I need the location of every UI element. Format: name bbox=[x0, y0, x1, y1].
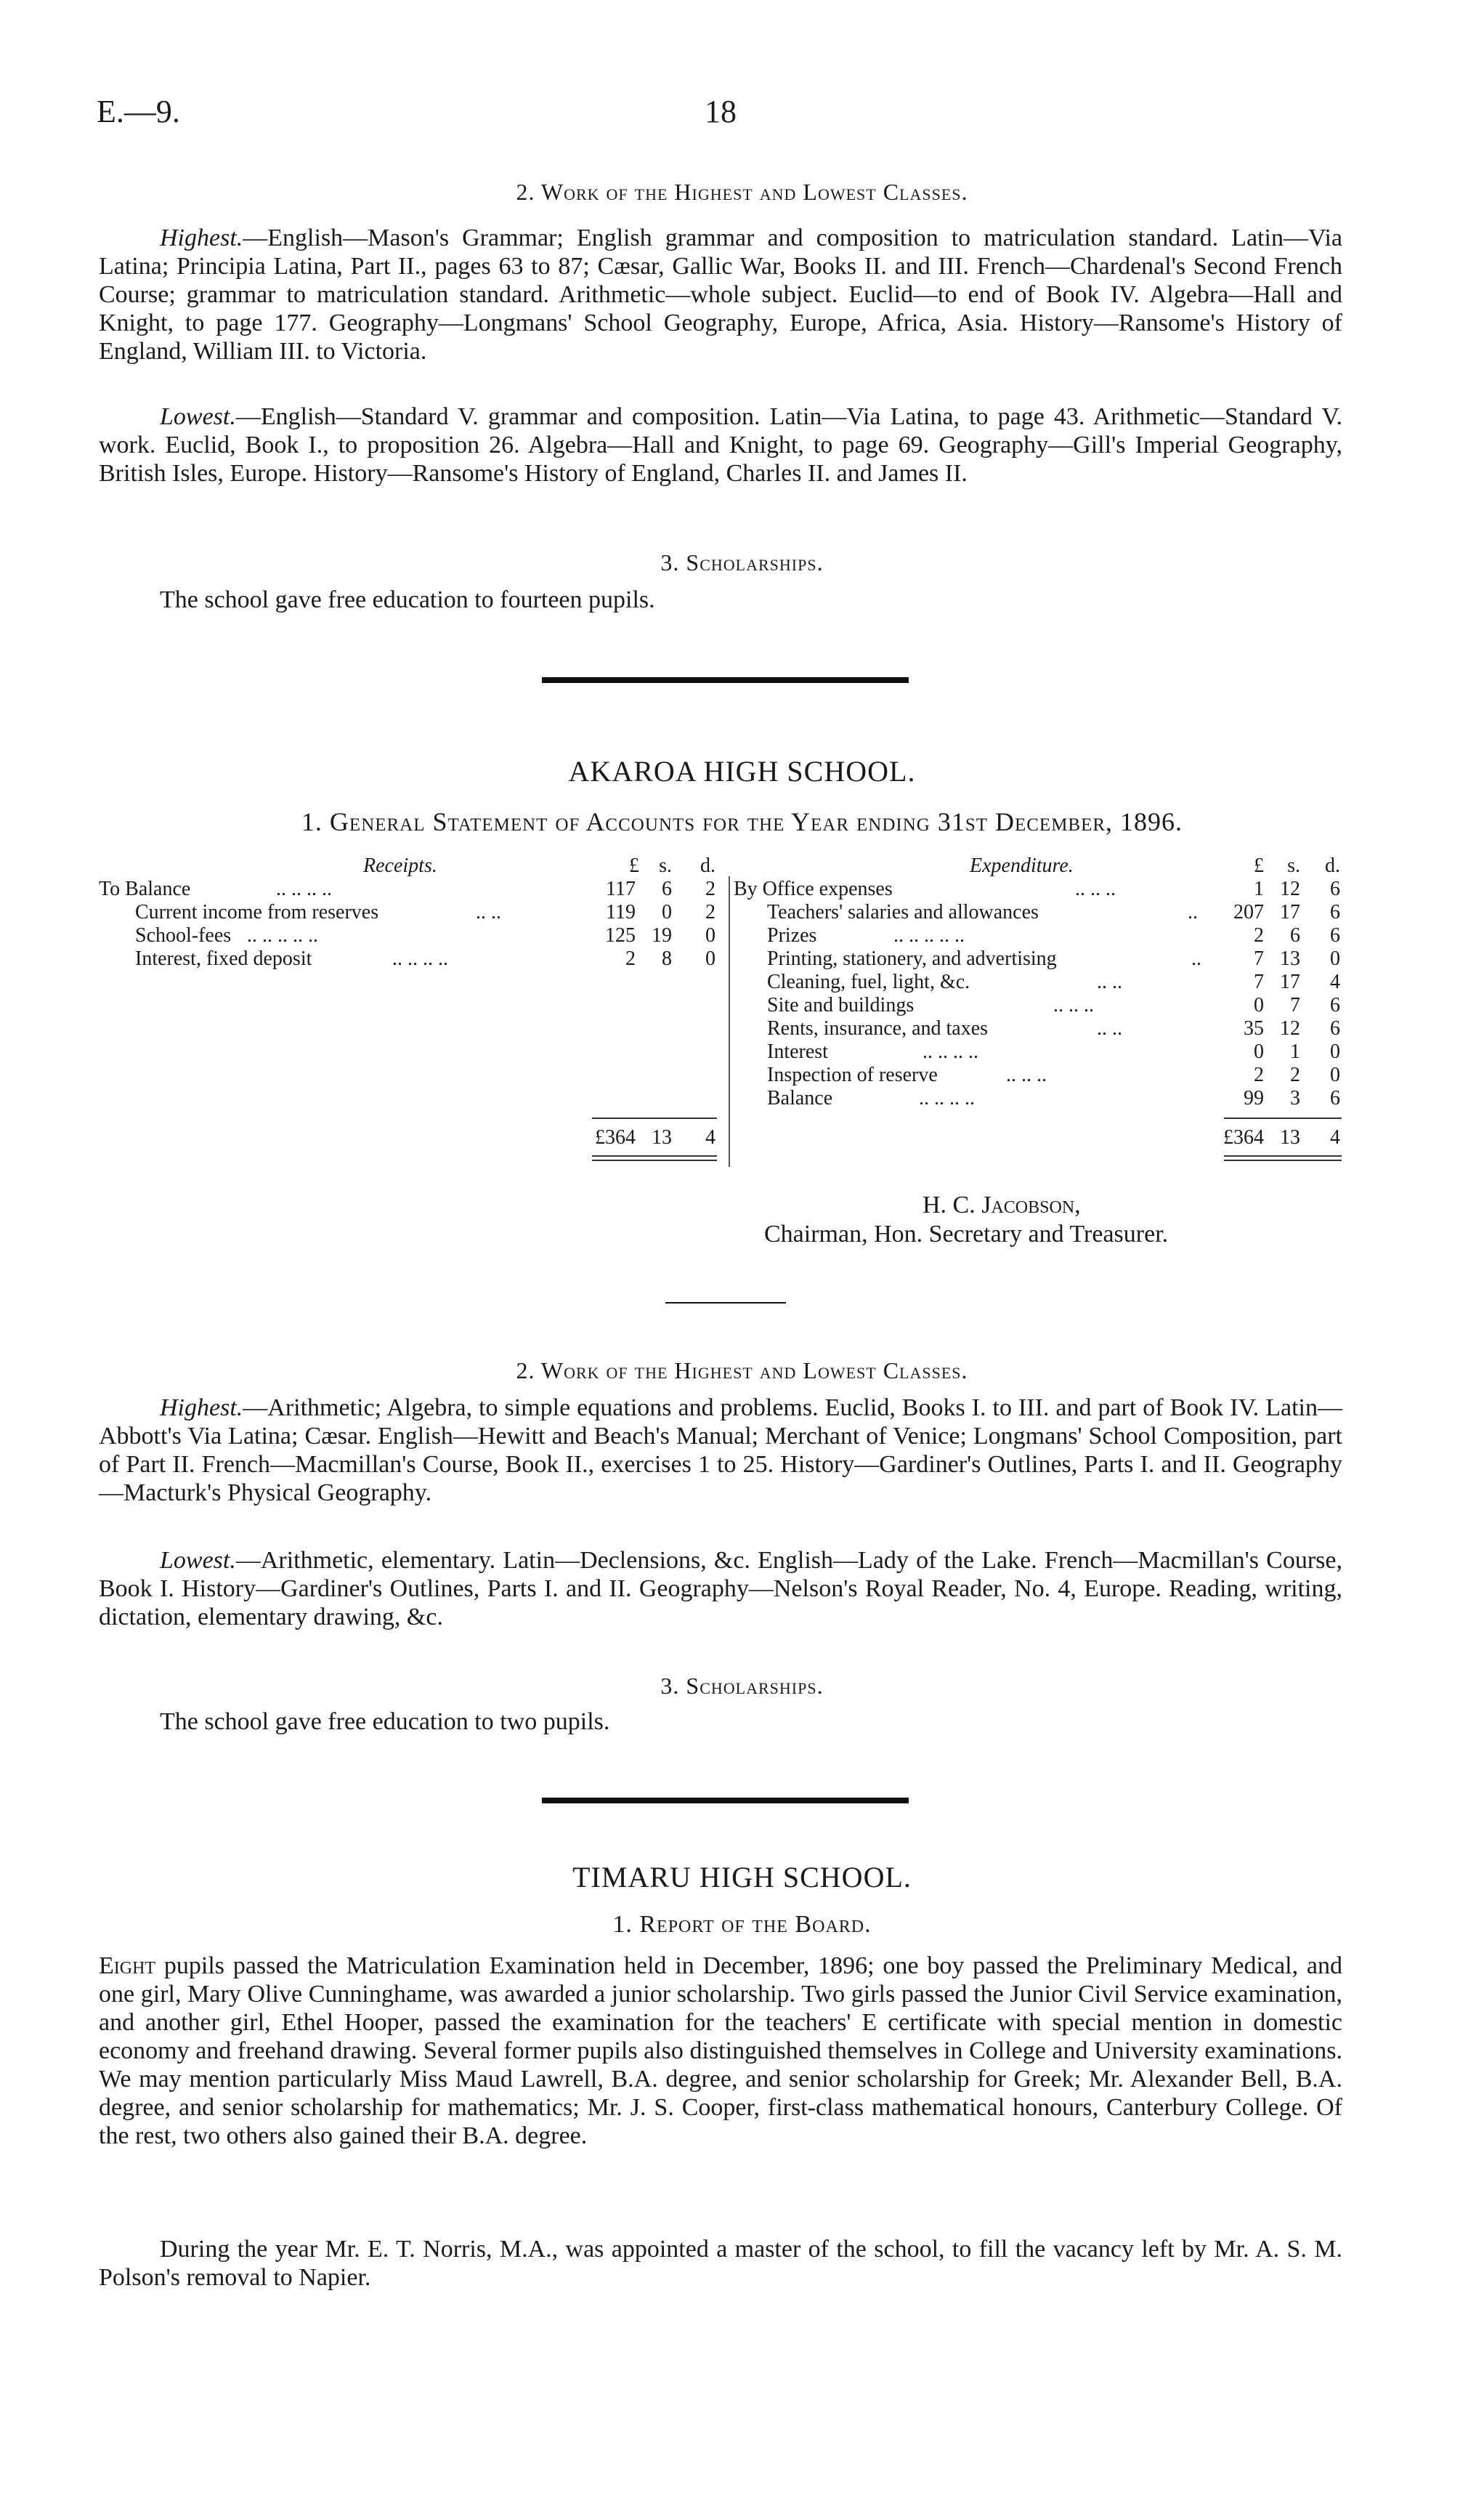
akaroa-scholarships-heading: 3. Scholarships. bbox=[660, 1673, 824, 1699]
highest-class-paragraph bbox=[99, 224, 1342, 365]
receipts-total-underline bbox=[592, 1155, 717, 1157]
timaru-report-paragraph bbox=[99, 1952, 1342, 2150]
akaroa-highest-text: —Arithmetic; Algebra, to simple equations and problems. Euclid, Books I. to III. and part of Book IV. Latin—Abbott's Via Latina; Cæsar. English—Hewitt and Beach's Manual; Merchant of Venice; Longmans' School Composition, part of Part II. French—Macmillan's Course, Book II., exercises 1 to 25. History—Gardiner's Outlines, Parts I. and II. Geography—Macturk's Physical Geography. bbox=[99, 1394, 1342, 1506]
akaroa-lowest-paragraph bbox=[99, 1546, 1342, 1631]
expenditure-shillings-header: s. bbox=[1287, 854, 1300, 877]
highest-label: Highest. bbox=[160, 225, 243, 251]
expenditure-total-underline-2 bbox=[1224, 1160, 1342, 1161]
section-divider bbox=[542, 677, 909, 683]
expenditure-title: Expenditure. bbox=[970, 854, 1074, 877]
receipts-pounds-header: £ bbox=[629, 854, 639, 877]
highest-text: —English—Mason's Grammar; English grammar and composition to matriculation standard. Latin—Via Latina; Principia Latina, Part II., pages 63 to 87; Cæsar, Gallic War, Books II. and III. French—Chardenal's Second French Course; grammar to matriculation standard. Arithmetic—whole subject. Euclid—to end of Book IV. Algebra—Hall and Knight, to page 177. Geography—Longmans' School Geography, Europe, Africa, Asia. History—Ransome's History of England, William III. to Victoria. bbox=[99, 225, 1342, 365]
akaroa-scholarships-sentence: The school gave free education to two pupils. bbox=[160, 1708, 610, 1735]
receipts-total-rule bbox=[592, 1117, 717, 1119]
section-heading-scholarships: 3. Scholarships. bbox=[660, 549, 824, 575]
akaroa-work-heading: 2. Work of the Highest and Lowest Classes. bbox=[516, 1357, 968, 1383]
expenditure-pounds-header: £ bbox=[1254, 854, 1264, 877]
timaru-appointment-text: During the year Mr. E. T. Norris, M.A., was appointed a master of the school, to fill the vacancy left by Mr. A. S. M. Polson's removal to Napier. bbox=[99, 2236, 1342, 2291]
scholarships-text bbox=[99, 586, 1342, 614]
timaru-appointment-paragraph bbox=[99, 2235, 1342, 2292]
timaru-report-text: pupils passed the Matriculation Examination held in December, 1896; one boy passed the Preliminary Medical, and one girl, Mary Olive Cunninghame, was awarded a junior scholarship. Two girls passed the Junior Civil Service examination, and another girl, Ethel Hooper, passed the examination for the teachers' E certificate with special mention in domestic economy and freehand drawing. Several former pupils also distinguished themselves in College and University examinations. We may mention particularly Miss Maud Lawrell, B.A. degree, and senior scholarship for Greek; Mr. Alexander Bell, B.A. degree, and senior scholarship for mathematics; Mr. J. S. Cooper, first-class mathematical honours, Canterbury College. Of the rest, two others also gained their B.A. degree. bbox=[99, 1952, 1342, 2149]
expenditure-total-underline bbox=[1224, 1155, 1342, 1157]
school-title-akaroa: AKAROA HIGH SCHOOL. bbox=[568, 755, 916, 788]
receipts-total-underline-2 bbox=[592, 1160, 717, 1161]
timaru-report-heading: 1. Report of the Board. bbox=[612, 1911, 872, 1938]
timaru-lead-word: Eight bbox=[99, 1952, 156, 1979]
lowest-text: —English—Standard V. grammar and composition. Latin—Via Latina, to page 43. Arithmetic—Standard V. work. Euclid, Book I., to proposition 26. Algebra—Hall and Knight, to page 69. Geography—Gill's Imperial Geography, British Isles, Europe. History—Ransome's History of England, Charles II. and James II. bbox=[99, 403, 1342, 487]
signatory-title: Chairman, Hon. Secretary and Treasurer. bbox=[764, 1221, 1169, 1248]
expenditure-total-rule bbox=[1224, 1117, 1342, 1119]
receipts-pence-header: d. bbox=[700, 854, 715, 877]
section-heading-work: 2. Work of the Highest and Lowest Classes. bbox=[516, 179, 968, 205]
scholarships-sentence: The school gave free education to fourteen pupils. bbox=[160, 586, 655, 613]
akaroa-lowest-label: Lowest. bbox=[160, 1547, 236, 1574]
accounts-heading: 1. General Statement of Accounts for the Year ending 31st December, 1896. bbox=[301, 807, 1183, 836]
school-title-timaru: TIMARU HIGH SCHOOL. bbox=[572, 1861, 912, 1893]
page-id: E.—9. bbox=[97, 94, 180, 129]
section-divider-2 bbox=[542, 1798, 909, 1803]
expenditure-pence-header: d. bbox=[1325, 854, 1340, 877]
lowest-label: Lowest. bbox=[160, 403, 236, 430]
lowest-class-paragraph bbox=[99, 403, 1342, 488]
akaroa-highest-paragraph bbox=[99, 1394, 1342, 1507]
signatory-name: H. C. Jacobson, bbox=[923, 1192, 1081, 1218]
akaroa-scholarships-text bbox=[99, 1707, 1342, 1736]
akaroa-highest-label: Highest. bbox=[160, 1394, 243, 1421]
receipts-title: Receipts. bbox=[363, 854, 437, 877]
receipts-shillings-header: s. bbox=[659, 854, 672, 877]
accounts-column-divider bbox=[729, 876, 730, 1167]
page-number: 18 bbox=[705, 94, 737, 129]
short-divider bbox=[665, 1302, 786, 1303]
akaroa-lowest-text: —Arithmetic, elementary. Latin—Declensions, &c. English—Lady of the Lake. French—Macmillan's Course, Book I. History—Gardiner's Outlines, Parts I. and II. Geography—Nelson's Royal Reader, No. 4, Europe. Reading, writing, dictation, elementary drawing, &c. bbox=[99, 1547, 1342, 1630]
